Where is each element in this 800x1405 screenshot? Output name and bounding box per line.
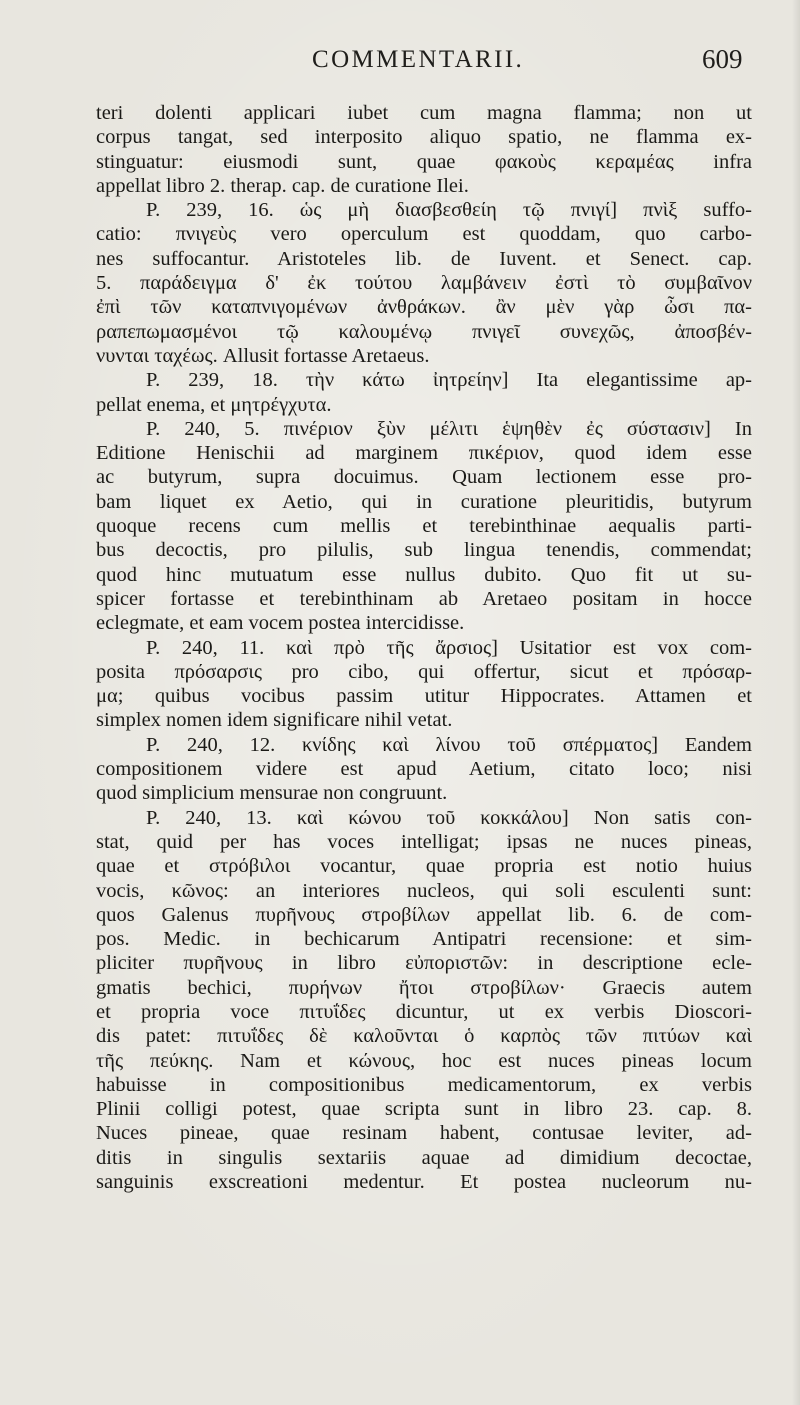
text-line: quod hinc mutuatum esse nullus dubito. Quo fit ut su- [96,563,752,586]
text-line: eclegmate, et eam vocem postea intercidisse. [96,612,465,635]
text-line: quos Galenus πυρῆνους στροβίλων appellat lib. 6. de com- [96,903,752,926]
text-line: et propria voce πιτυΐδες dicuntur, ut ex verbis Dioscori- [96,1000,752,1023]
text-line: dis patet: πιτυΐδες δὲ καλοῦνται ὁ καρπὸς τῶν πιτύων καὶ [96,1025,752,1048]
text-line: quae et στρόβιλοι vocantur, quae propria est notio huius [96,855,752,878]
text-line: ac butyrum, supra docuimus. Quam lectionem esse pro- [96,466,752,489]
text-line: stinguatur: eiusmodi sunt, quae φακοὺς κεραμέας infra [96,150,752,173]
text-line: simplex nomen idem significare nihil vetat. [96,709,453,732]
text-line: bus decoctis, pro pilulis, sub lingua tenendis, commendat; [96,539,752,562]
text-line: pos. Medic. in bechicarum Antipatri recensione: et sim- [96,928,752,951]
text-line: νυνται ταχέως. Allusit fortasse Aretaeus. [96,344,430,367]
text-line: P. 239, 18. τὴν κάτω ἰητρείην] Ita elegantissime ap- [146,369,752,392]
text-line: pellat enema, et μητρέγχυτα. [96,393,332,416]
text-line: quoque recens cum mellis et terebinthinae aequalis parti- [96,515,752,538]
text-line: Nuces pineae, quae resinam habent, contusae leviter, ad- [96,1122,752,1145]
text-line: nes suffocantur. Aristoteles lib. de Iuvent. et Senect. cap. [96,247,752,270]
text-line: Editione Henischii ad marginem πικέριον, quod idem esse [96,442,752,465]
text-line: τῆς πεύκης. Nam et κώνους, hoc est nuces pineas locum [96,1049,752,1072]
running-title: COMMENTARII. [312,46,525,73]
running-head [0,42,800,82]
text-line: P. 240, 5. πινέριον ξὺν μέλιτι ἑψηθὲν ἐς σύστασιν] In [146,417,752,440]
text-line: habuisse in compositionibus medicamentorum, ex verbis [96,1073,752,1096]
text-line: vocis, κῶνος: an interiores nucleos, qui soli esculenti sunt: [96,879,752,902]
text-line: spicer fortasse et terebinthinam ab Aretaeo positam in hocce [96,587,752,610]
text-line: sanguinis exscreationi medentur. Et postea nucleorum nu- [96,1171,752,1194]
text-line: bam liquet ex Aetio, qui in curatione pleuritidis, butyrum [96,490,752,513]
text-line: P. 239, 16. ὡς μὴ διασβεσθείη τῷ πνιγί] πνὶξ suffo- [146,199,752,222]
text-line: P. 240, 13. καὶ κώνου τοῦ κοκκάλου] Non satis con- [146,806,752,829]
text-line: stat, quid per has voces intelligat; ipsas ne nuces pineas, [96,830,752,853]
text-line: compositionem videre est apud Aetium, citato loco; nisi [96,758,752,781]
text-line: Plinii colligi potest, quae scripta sunt in libro 23. cap. 8. [96,1098,752,1121]
text-line: gmatis bechici, πυρήνων ἤτοι στροβίλων· Graecis autem [96,976,752,999]
text-line: 5. παράδειγμα δ' ἐκ τούτου λαμβάνειν ἐστὶ τὸ συμβαῖνον [96,272,752,295]
text-line: appellat libro 2. therap. cap. de curatione Ilei. [96,174,469,197]
text-line: posita πρόσαρσις pro cibo, qui offertur, sicut et πρόσαρ- [96,660,752,683]
text-line: quod simplicium mensurae non congruunt. [96,782,448,805]
page-edge-shadow [792,0,800,1405]
page-number: 609 [702,44,743,74]
text-line: ditis in singulis sextariis aquae ad dimidium decoctae, [96,1146,752,1169]
text-line: teri dolenti applicari iubet cum magna flamma; non ut [96,102,752,124]
text-line: ραπεπωμασμένοι τῷ καλουμένῳ πνιγεῖ συνεχῶς, ἀποσβέν- [96,320,752,343]
text-line: corpus tangat, sed interposito aliquo spatio, ne flamma ex- [96,126,752,149]
text-line: ἐπὶ τῶν καταπνιγομένων ἀνθράκων. ἂν μὲν γὰρ ὦσι πα- [96,296,752,319]
commentary-text [96,101,752,1194]
text-line: catio: πνιγεὺς vero operculum est quoddam, quo carbo- [96,223,752,246]
text-line: μα; quibus vocibus passim utitur Hippocrates. Attamen et [96,685,752,708]
text-line: P. 240, 11. καὶ πρὸ τῆς ἄρσιος] Usitatior est vox com- [146,636,752,659]
text-line: P. 240, 12. κνίδης καὶ λίνου τοῦ σπέρματος] Eandem [146,733,752,756]
text-line: pliciter πυρῆνους in libro εὐποριστῶν: in descriptione ecle- [96,952,752,975]
